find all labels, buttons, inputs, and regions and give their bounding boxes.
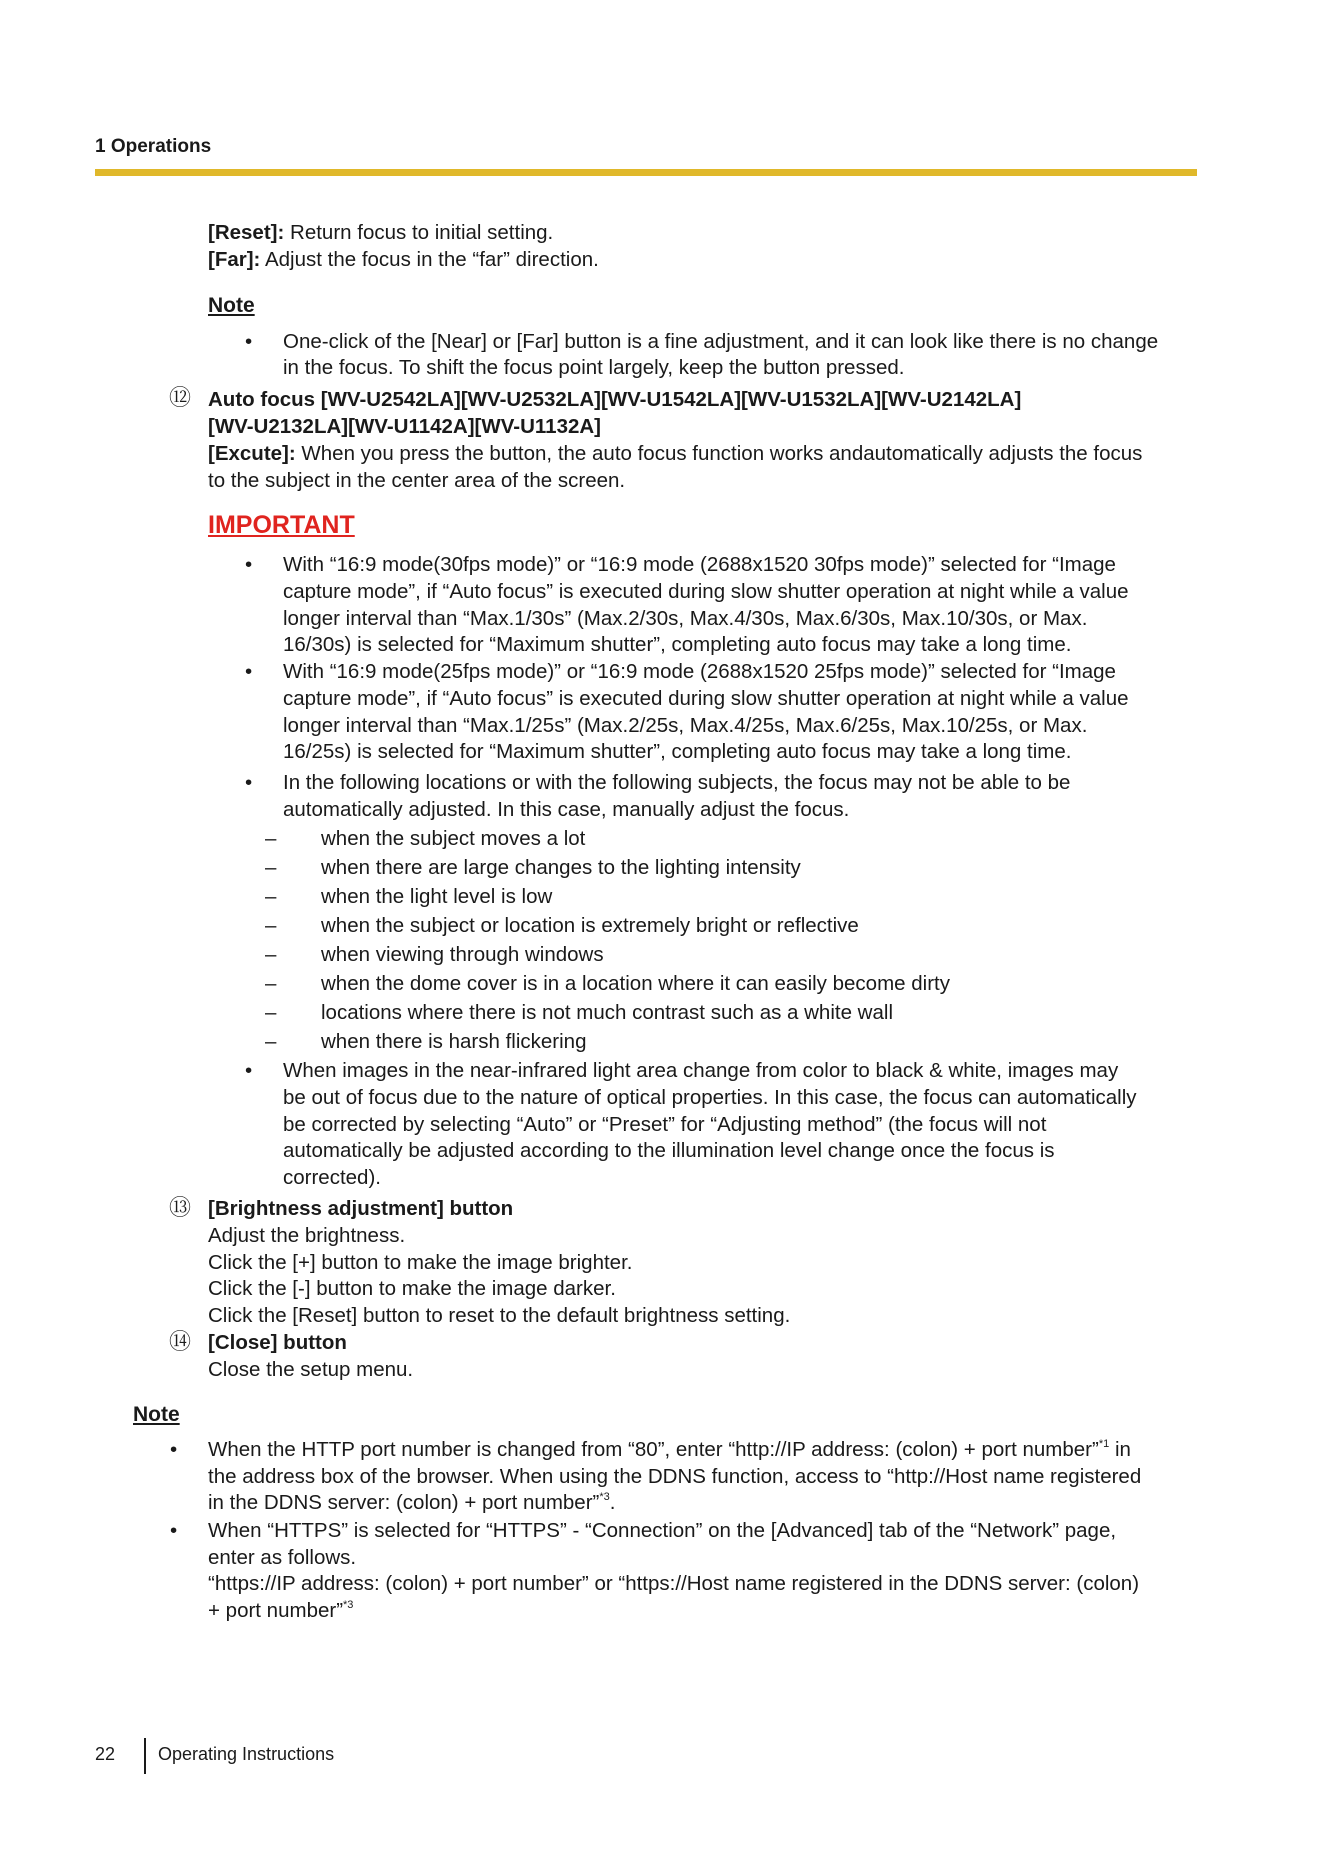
bottom-note-2-l2: enter as follows. [208, 1546, 357, 1569]
dash-item: when the light level is low [321, 885, 553, 908]
brightness-line: Click the [+] button to make the image brighter. [208, 1251, 633, 1274]
important-b4-l1: When images in the near-infrared light area change from color to black & white, images may [283, 1059, 1119, 1082]
dash-icon: – [265, 943, 277, 966]
important-b2-l3: longer interval than “Max.1/25s” (Max.2/25s, Max.4/25s, Max.6/25s, Max.10/25s, or Max. [283, 714, 1088, 737]
dash-icon: – [265, 1001, 277, 1024]
bottom-note-heading: Note [133, 1403, 180, 1426]
important-b4-l2: be out of focus due to the nature of optical properties. In this case, the focus can automatically [283, 1086, 1137, 1109]
bullet-icon: • [170, 1438, 178, 1461]
bullet-icon: • [245, 330, 253, 353]
dash-icon: – [265, 914, 277, 937]
important-b3-l2: automatically adjusted. In this case, manually adjust the focus. [283, 798, 850, 821]
note-heading: Note [208, 294, 255, 317]
footer-divider [144, 1738, 146, 1774]
note-line-1: One-click of the [Near] or [Far] button is a fine adjustment, and it can look like there is no change [283, 330, 1159, 353]
dash-icon: – [265, 827, 277, 850]
bottom-note-2-l1: When “HTTPS” is selected for “HTTPS” - “Connection” on the [Advanced] tab of the “Network” page, [208, 1519, 1117, 1542]
number-14-icon: ⑭ [169, 1329, 192, 1354]
dash-icon: – [265, 972, 277, 995]
brightness-line: Adjust the brightness. [208, 1224, 406, 1247]
brightness-title: [Brightness adjustment] button [208, 1197, 514, 1220]
autofocus-title-2: [WV-U2132LA][WV-U1142A][WV-U1132A] [208, 415, 602, 438]
close-title: [Close] button [208, 1331, 347, 1354]
excute-line-2: to the subject in the center area of the screen. [208, 469, 626, 492]
dash-item: when there is harsh flickering [321, 1030, 587, 1053]
bullet-icon: • [245, 553, 253, 576]
reset-line [208, 220, 553, 247]
number-13-icon: ⑬ [169, 1195, 192, 1220]
close-line: Close the setup menu. [208, 1358, 414, 1381]
bottom-note-1-l2: the address box of the browser. When using the DDNS function, access to “http://Host name registered [208, 1465, 1142, 1488]
far-text: Adjust the focus in the “far” direction. [264, 248, 599, 271]
footer-title: Operating Instructions [158, 1744, 335, 1764]
dash-item: when the dome cover is in a location where it can easily become dirty [321, 972, 950, 995]
header-rule [95, 169, 1197, 176]
bottom-note-1-l1: When the HTTP port number is changed from “80”, enter “http://IP address: (colon) + port number”$^{*1}$ in [208, 1438, 1131, 1461]
important-b4-l5: corrected). [283, 1166, 381, 1189]
far-label: [Far]: [208, 248, 261, 271]
dash-icon: – [265, 1030, 277, 1053]
page-number: 22 [95, 1744, 116, 1764]
reset-label: [Reset]: [208, 221, 285, 244]
important-b1-l4: 16/30s) is selected for “Maximum shutter”, completing auto focus may take a long time. [283, 633, 1072, 656]
important-b1-l1: With “16:9 mode(30fps mode)” or “16:9 mode (2688x1520 30fps mode)” selected for “Image [283, 553, 1116, 576]
important-b3-l1: In the following locations or with the following subjects, the focus may not be able to be [283, 771, 1071, 794]
bottom-note-2-l4: + port number”$^{*3}$ [208, 1599, 354, 1622]
note-line-2: in the focus. To shift the focus point largely, keep the button pressed. [283, 356, 905, 379]
bullet-icon: • [170, 1519, 178, 1542]
far-line [208, 247, 599, 274]
dash-item: when there are large changes to the lighting intensity [321, 856, 801, 879]
bullet-icon: • [245, 660, 253, 683]
bottom-note-2-l3: “https://IP address: (colon) + port number” or “https://Host name registered in the DDNS server: (colon) [208, 1572, 1140, 1595]
dash-item: when viewing through windows [321, 943, 604, 966]
important-b2-l2: capture mode”, if “Auto focus” is executed during slow shutter operation at night while a value [283, 687, 1129, 710]
important-b4-l3: be corrected by selecting “Auto” or “Preset” for “Adjusting method” (the focus will not [283, 1113, 1047, 1136]
dash-icon: – [265, 885, 277, 908]
section-heading: 1 Operations [95, 136, 212, 157]
important-b4-l4: automatically be adjusted according to the illumination level change once the focus is [283, 1139, 1055, 1162]
dash-icon: – [265, 856, 277, 879]
bullet-icon: • [245, 771, 253, 794]
brightness-line: Click the [Reset] button to reset to the default brightness setting. [208, 1304, 791, 1327]
excute-label: [Excute]: [208, 442, 296, 465]
important-b2-l1: With “16:9 mode(25fps mode)” or “16:9 mode (2688x1520 25fps mode)” selected for “Image [283, 660, 1116, 683]
excute-line-1: [Excute]: When you press the button, the auto focus function works andautomatically adjusts the focus [208, 442, 1143, 465]
dash-item: when the subject moves a lot [321, 827, 586, 850]
reset-text: Return focus to initial setting. [290, 221, 554, 244]
important-b2-l4: 16/25s) is selected for “Maximum shutter”, completing auto focus may take a long time. [283, 740, 1072, 763]
number-12-icon: ⑫ [169, 385, 192, 410]
bottom-note-1-l3: in the DDNS server: (colon) + port number”$^{*3}$. [208, 1491, 616, 1514]
brightness-line: Click the [-] button to make the image darker. [208, 1277, 616, 1300]
bullet-icon: • [245, 1059, 253, 1082]
important-b1-l3: longer interval than “Max.1/30s” (Max.2/30s, Max.4/30s, Max.6/30s, Max.10/30s, or Max. [283, 607, 1088, 630]
dash-item: when the subject or location is extremely bright or reflective [321, 914, 859, 937]
dash-item: locations where there is not much contrast such as a white wall [321, 1001, 893, 1024]
important-heading: IMPORTANT [208, 511, 355, 539]
autofocus-title-1: Auto focus [WV-U2542LA][WV-U2532LA][WV-U1542LA][WV-U1532LA][WV-U2142LA] [208, 388, 1022, 411]
important-b1-l2: capture mode”, if “Auto focus” is executed during slow shutter operation at night while a value [283, 580, 1129, 603]
